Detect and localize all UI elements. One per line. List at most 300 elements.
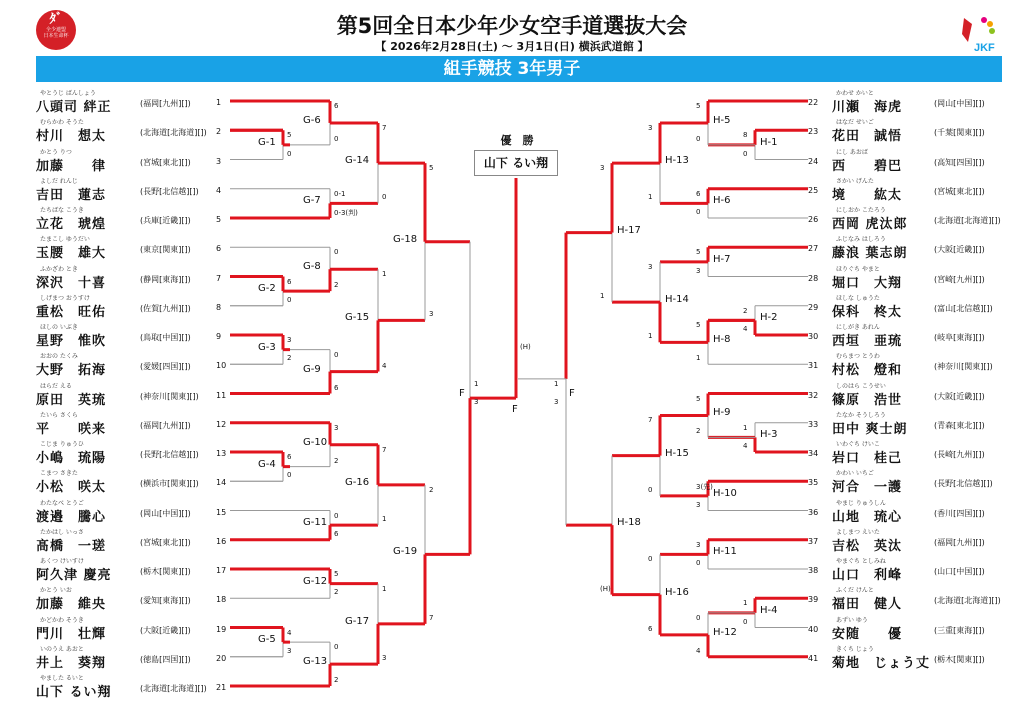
- player-number: 11: [216, 390, 227, 400]
- player-ruby: よしだ れんじ: [40, 177, 78, 185]
- player-name: 花田 誠悟: [832, 129, 903, 145]
- match-score: 5: [696, 102, 701, 110]
- player-prefecture: (愛知[東海][]): [140, 596, 191, 606]
- player-prefecture: (長野[北信越][]): [140, 450, 199, 459]
- player-ruby: あずい ゆう: [836, 616, 868, 624]
- player-ruby: たかはし いっさ: [40, 528, 84, 536]
- match-id: G-10: [303, 436, 328, 448]
- player-row: [808, 640, 1018, 669]
- player-name: 岩口 桂己: [832, 451, 903, 466]
- player-prefecture: (宮崎[九州][]): [934, 274, 985, 284]
- player-number: 38: [808, 566, 819, 575]
- player-prefecture: (栃木[関東][]): [934, 654, 985, 664]
- match-score: 3: [696, 500, 701, 509]
- match-score: 2: [334, 281, 339, 290]
- player-number: 22: [808, 98, 819, 107]
- match-score: 0-3(判): [334, 209, 358, 217]
- player-ruby: やまじ りゅうしん: [836, 499, 886, 507]
- event-name: 組手競技 3年男子: [443, 59, 581, 79]
- match-score: 3: [334, 423, 339, 432]
- match-id: H-11: [713, 546, 737, 558]
- match-score: 1: [743, 423, 748, 432]
- match-score: 5: [334, 570, 339, 578]
- match-id: H-5: [713, 114, 731, 126]
- player-prefecture: (横浜市[関東][]): [140, 479, 199, 489]
- player-ruby: たいら さくら: [40, 411, 78, 419]
- match-score: 3: [600, 164, 605, 173]
- event-date-venue: 【 2026年2月28日(土) ～ 3月1日(日) 横浜武道館 】: [375, 40, 649, 53]
- player-ruby: やとうじ ばんしょう: [40, 90, 96, 97]
- player-row: [36, 406, 246, 435]
- match-score: 0-1: [334, 189, 346, 198]
- match-id: G-16: [345, 476, 370, 488]
- player-name: 西垣 亜琉: [832, 334, 903, 349]
- player-name: 村松 燈和: [832, 363, 903, 379]
- match-score: 2: [743, 306, 748, 315]
- player-row: [36, 143, 246, 172]
- match-score: 6: [334, 383, 339, 392]
- player-prefecture: (福岡[九州][]): [140, 99, 191, 108]
- match-score: 0: [648, 485, 653, 494]
- player-name: 原田 英琉: [36, 392, 107, 408]
- player-prefecture: (福岡[九州][]): [140, 420, 191, 430]
- player-row: [36, 172, 246, 201]
- match-id: H-4: [760, 604, 778, 616]
- player-ruby: かとう いお: [40, 587, 72, 595]
- player-name: 渡邉 騰心: [36, 509, 107, 525]
- player-number: 6: [216, 244, 222, 254]
- match-id: G-17: [345, 615, 370, 627]
- player-row: [36, 289, 246, 318]
- player-prefecture: (徳島[四国][]): [140, 654, 191, 664]
- player-name: 吉田 蓮志: [36, 187, 107, 203]
- player-name: 八頭司 絆正: [36, 100, 112, 115]
- player-row: [36, 523, 246, 552]
- player-name: 山下 るい翔: [36, 685, 112, 700]
- player-prefecture: (高知[四国][]): [934, 157, 985, 167]
- final-note: (H): [520, 343, 531, 351]
- match-score: 3: [696, 540, 701, 549]
- match-id: H-14: [665, 294, 689, 306]
- player-ruby: かわい いちご: [836, 470, 874, 478]
- match-score: 3: [287, 336, 292, 344]
- player-number: 2: [216, 127, 222, 137]
- player-prefecture: (千葉[関東][]): [934, 128, 985, 138]
- match-score: 0: [334, 350, 339, 359]
- match-score: 0: [334, 248, 339, 257]
- player-row: [808, 435, 1018, 464]
- player-name: 吉松 英汰: [832, 538, 903, 554]
- match-score: 7: [382, 123, 387, 132]
- match-score: 4: [743, 325, 748, 333]
- player-name: 平 咲来: [36, 421, 107, 437]
- player-name: 深沢 十喜: [36, 275, 107, 291]
- player-name: 山地 琉心: [832, 509, 903, 525]
- player-number: 25: [808, 185, 819, 195]
- player-ruby: やまぐち としみね: [836, 558, 886, 565]
- match-score: 3: [287, 646, 292, 655]
- player-row: [808, 201, 1018, 230]
- match-score: 6: [287, 277, 292, 286]
- match-score: 6: [334, 102, 339, 110]
- player-row: [808, 523, 1018, 552]
- player-number: 8: [216, 302, 222, 312]
- player-name: 阿久津 慶亮: [36, 568, 112, 583]
- player-ruby: ほしな しゅうた: [836, 294, 880, 302]
- player-number: 1: [216, 98, 222, 107]
- player-number: 34: [808, 449, 819, 458]
- player-name: 安随 優: [832, 626, 903, 642]
- player-row: [36, 669, 246, 698]
- match-score: 0: [334, 643, 339, 652]
- player-number: 4: [216, 185, 222, 195]
- player-number: 20: [216, 653, 227, 663]
- match-id: H-10: [713, 487, 737, 499]
- match-id: H-17: [617, 224, 641, 236]
- final-label: F: [569, 388, 575, 399]
- player-name: 菊地 じょう丈: [832, 655, 931, 671]
- match-id: G-6: [303, 114, 321, 126]
- player-row: [36, 640, 246, 669]
- match-score: 0: [696, 613, 701, 622]
- match-id: H-16: [665, 586, 689, 598]
- champion-label: 優 勝: [500, 134, 534, 147]
- match-id: H-9: [713, 407, 731, 419]
- player-ruby: しのはら こうせい: [836, 382, 886, 390]
- player-ruby: さかい げんた: [836, 177, 874, 185]
- player-prefecture: (長崎[九州][]): [934, 450, 985, 459]
- match-id: H-7: [713, 253, 731, 265]
- match-score: 3: [648, 262, 653, 271]
- player-ruby: おおの たくみ: [40, 353, 78, 361]
- match-score: 1: [382, 584, 387, 593]
- player-number: 37: [808, 536, 819, 546]
- final-score: 3: [474, 398, 479, 406]
- match-score: 7: [382, 445, 387, 454]
- player-row: [808, 260, 1018, 289]
- match-score: 5: [696, 248, 701, 257]
- player-name: 西岡 虎汰郎: [832, 217, 908, 232]
- player-row: [808, 494, 1018, 523]
- player-row: [808, 611, 1018, 640]
- player-row: [36, 84, 246, 113]
- player-number: 26: [808, 215, 819, 224]
- player-number: 17: [216, 566, 227, 575]
- player-prefecture: (青森[東北][]): [934, 420, 985, 430]
- player-prefecture: (三重[東海][]): [934, 625, 985, 635]
- player-row: [808, 172, 1018, 201]
- player-number: 40: [808, 624, 819, 634]
- match-score: 2: [334, 456, 339, 465]
- match-id: G-2: [258, 283, 276, 295]
- player-name: 重松 旺佑: [36, 304, 107, 320]
- player-number: 13: [216, 449, 227, 458]
- match-id: G-19: [393, 546, 418, 558]
- match-score: 0: [696, 208, 701, 216]
- player-row: [808, 84, 1018, 113]
- player-name: 篠原 浩世: [832, 392, 903, 408]
- player-name: 立花 琥煌: [36, 217, 107, 232]
- match-score: 1: [648, 193, 653, 202]
- match-score: 1: [743, 599, 748, 608]
- match-score: 2: [287, 354, 292, 363]
- player-ruby: きくち じょう: [836, 645, 874, 653]
- player-prefecture: (宮城[東北][]): [934, 186, 985, 196]
- player-prefecture: (神奈川[関東][]): [934, 362, 993, 372]
- player-number: 24: [808, 156, 819, 166]
- player-row: [808, 347, 1018, 379]
- player-row: [36, 611, 246, 640]
- player-row: [36, 230, 246, 262]
- match-score: 5: [696, 394, 701, 403]
- player-ruby: たちばな こうき: [40, 207, 84, 214]
- player-number: 9: [216, 332, 222, 341]
- final-score: 1: [474, 380, 479, 388]
- player-ruby: はなだ せいご: [836, 119, 874, 127]
- match-score: 1: [382, 270, 387, 279]
- final-score: 1: [554, 380, 559, 388]
- player-row: [808, 406, 1018, 435]
- player-number: 21: [216, 683, 227, 692]
- player-prefecture: (岡山[中国][]): [140, 508, 191, 518]
- player-ruby: にし あおば: [836, 148, 868, 156]
- match-id: G-1: [258, 136, 276, 148]
- player-name: 保科 柊太: [832, 304, 903, 320]
- match-score: 1: [600, 292, 605, 301]
- match-score: 6: [287, 453, 292, 461]
- player-prefecture: (香川[四国][]): [934, 508, 985, 518]
- match-id: G-3: [258, 341, 276, 353]
- match-score: 4: [696, 646, 701, 655]
- player-prefecture: (岡山[中国][]): [934, 99, 985, 108]
- player-prefecture: (宮城[東北][]): [140, 157, 191, 167]
- final-label: F: [512, 404, 518, 415]
- match-score: 3: [382, 654, 387, 663]
- player-ruby: いのうえ あおと: [40, 645, 84, 653]
- player-number: 12: [216, 419, 227, 429]
- match-score: 6: [334, 529, 339, 538]
- match-id: G-7: [303, 195, 321, 207]
- match-id: H-3: [760, 429, 778, 441]
- player-ruby: ふくだ けんと: [836, 587, 874, 595]
- match-score: 0: [648, 555, 653, 564]
- match-score: 0: [334, 134, 339, 143]
- player-ruby: かとう りつ: [40, 148, 72, 156]
- player-name: 玉腰 雄大: [36, 246, 107, 262]
- player-prefecture: (富山[北信越][]): [934, 303, 993, 313]
- player-ruby: あくつ けいすけ: [40, 558, 84, 565]
- player-name: 髙橋 一瑳: [36, 538, 107, 554]
- match-score: 3(先): [696, 483, 713, 492]
- player-name: 星野 惟吹: [36, 334, 107, 349]
- champion-name: 山下 るい翔: [474, 150, 558, 176]
- player-name: 川瀬 海虎: [832, 100, 903, 115]
- match-score: 5: [287, 131, 292, 140]
- player-name: 境 紘太: [832, 187, 903, 203]
- match-score: 3: [696, 266, 701, 275]
- player-prefecture: (佐賀[九州][]): [140, 303, 191, 313]
- player-number: 33: [808, 419, 819, 429]
- player-name: 加藤 律: [36, 158, 107, 174]
- match-score: 0: [696, 559, 701, 567]
- player-row: [36, 552, 246, 581]
- match-id: H-8: [713, 334, 731, 346]
- match-score: 3: [648, 123, 653, 132]
- match-id: H-1: [760, 136, 778, 148]
- player-ruby: たまこし ゆうだい: [40, 236, 90, 244]
- player-row: [36, 464, 246, 496]
- match-score: 2: [429, 485, 434, 494]
- match-score: 0: [287, 471, 292, 480]
- match-score: 4: [382, 361, 387, 370]
- player-prefecture: (大阪[近畿][]): [140, 625, 191, 635]
- match-id: H-18: [617, 517, 641, 529]
- player-ruby: ほしの いぶき: [40, 324, 78, 331]
- player-ruby: しげまつ おうすけ: [40, 294, 90, 302]
- player-prefecture: (宮城[東北][]): [140, 537, 191, 547]
- player-prefecture: (長野[北信越][]): [934, 479, 993, 489]
- match-id: H-2: [760, 312, 778, 324]
- player-ruby: いわぐち けいこ: [836, 441, 880, 448]
- player-prefecture: (長野[北信越][]): [140, 186, 199, 196]
- match-id: G-9: [303, 363, 321, 375]
- player-ruby: かどかわ そうき: [40, 616, 84, 624]
- player-prefecture: (北海道[北海道][]): [934, 596, 1001, 606]
- player-name: 井上 葵翔: [36, 655, 107, 671]
- player-name: 堀口 大翔: [832, 275, 903, 291]
- match-id: G-4: [258, 458, 276, 470]
- match-score: 2: [334, 676, 339, 684]
- player-row: [36, 435, 246, 464]
- player-row: [36, 260, 246, 289]
- player-row: [808, 377, 1018, 406]
- player-number: 35: [808, 478, 819, 488]
- player-number: 31: [808, 361, 819, 371]
- player-number: 32: [808, 390, 819, 400]
- player-prefecture: (東京[関東][]): [140, 245, 191, 255]
- match-id: G-13: [303, 656, 328, 668]
- player-number: 29: [808, 302, 819, 312]
- player-ruby: むらかわ そうた: [40, 119, 84, 127]
- player-name: 山口 利峰: [832, 568, 903, 583]
- player-prefecture: (大阪[近畿][]): [934, 391, 985, 401]
- player-name: 門川 壮輝: [36, 626, 107, 642]
- player-prefecture: (大阪[近畿][]): [934, 245, 985, 255]
- player-number: 3: [216, 156, 222, 166]
- player-ruby: やました るいと: [40, 675, 84, 682]
- match-score: 3: [429, 310, 434, 319]
- player-ruby: こじま りゅうひ: [40, 441, 84, 448]
- player-number: 5: [216, 215, 222, 224]
- player-ruby: はらだ える: [40, 382, 72, 390]
- player-row: [808, 552, 1018, 581]
- match-score: 0: [382, 193, 387, 202]
- player-prefecture: (神奈川[関東][]): [140, 391, 199, 401]
- player-prefecture: (福岡[九州][]): [934, 537, 985, 547]
- player-number: 28: [808, 273, 819, 283]
- player-prefecture: (山口[中国][]): [934, 567, 985, 576]
- player-ruby: ほりぐち やまと: [836, 265, 880, 273]
- player-row: [808, 230, 1018, 262]
- player-number: 16: [216, 536, 227, 546]
- player-prefecture: (北海道[北海道][]): [934, 216, 1001, 225]
- page-title: 第5回全日本少年少女空手道選抜大会: [336, 14, 688, 38]
- player-prefecture: (北海道[北海道][]): [140, 684, 207, 693]
- match-score: (H): [600, 584, 611, 593]
- player-prefecture: (北海道[北海道][]): [140, 128, 207, 138]
- final-score: 3: [554, 398, 559, 406]
- player-row: [36, 377, 246, 406]
- match-score: 8: [743, 131, 748, 140]
- match-id: H-12: [713, 626, 737, 638]
- match-id: G-11: [303, 517, 328, 529]
- match-id: G-14: [345, 155, 370, 167]
- player-prefecture: (栃木[関東][]): [140, 567, 191, 576]
- match-score: 2: [334, 588, 339, 597]
- player-number: 39: [808, 595, 819, 605]
- player-row: [36, 318, 246, 347]
- player-prefecture: (兵庫[近畿][]): [140, 216, 191, 225]
- player-name: 福田 健人: [832, 597, 903, 613]
- player-number: 36: [808, 507, 819, 517]
- player-row: [808, 143, 1018, 172]
- match-score: 0: [743, 149, 748, 158]
- player-ruby: にしおか こたろう: [836, 207, 886, 214]
- player-row: [808, 464, 1018, 496]
- player-number: 30: [808, 332, 819, 341]
- match-score: 0: [696, 134, 701, 143]
- player-row: [808, 318, 1018, 347]
- player-name: 小松 咲太: [36, 480, 107, 496]
- player-number: 27: [808, 244, 819, 254]
- match-score: 6: [696, 189, 701, 198]
- match-score: 5: [696, 321, 701, 330]
- match-id: H-13: [665, 155, 689, 167]
- player-row: [808, 289, 1018, 318]
- match-id: G-5: [258, 634, 276, 646]
- match-score: 2: [696, 427, 701, 436]
- player-name: 加藤 維央: [36, 597, 107, 613]
- player-number: 41: [808, 653, 819, 663]
- player-prefecture: (静岡[東海][]): [140, 274, 191, 284]
- player-row: [808, 581, 1018, 613]
- match-id: G-12: [303, 575, 328, 587]
- player-name: 西 碧巴: [832, 158, 903, 174]
- player-row: [36, 113, 246, 145]
- match-score: 7: [429, 613, 434, 622]
- player-ruby: かわせ かいと: [836, 90, 874, 97]
- match-score: 1: [382, 515, 387, 524]
- player-ruby: ふじなみ はしろう: [836, 236, 886, 244]
- player-row: [36, 201, 246, 230]
- player-number: 7: [216, 273, 222, 283]
- final-label: F: [459, 388, 465, 399]
- match-score: 1: [696, 354, 701, 363]
- match-score: 6: [648, 624, 653, 633]
- player-number: 23: [808, 127, 819, 137]
- match-score: 0: [287, 149, 292, 158]
- player-number: 15: [216, 507, 227, 517]
- match-score: 4: [287, 628, 292, 637]
- player-row: [36, 347, 246, 379]
- player-name: 藤浪 葉志朗: [832, 246, 908, 262]
- player-ruby: よしまつ えいた: [836, 528, 880, 536]
- player-row: [808, 113, 1018, 145]
- player-name: 大野 拓海: [36, 363, 107, 379]
- match-score: 0: [743, 617, 748, 626]
- player-name: 村川 想太: [36, 129, 107, 145]
- match-id: G-8: [303, 261, 321, 273]
